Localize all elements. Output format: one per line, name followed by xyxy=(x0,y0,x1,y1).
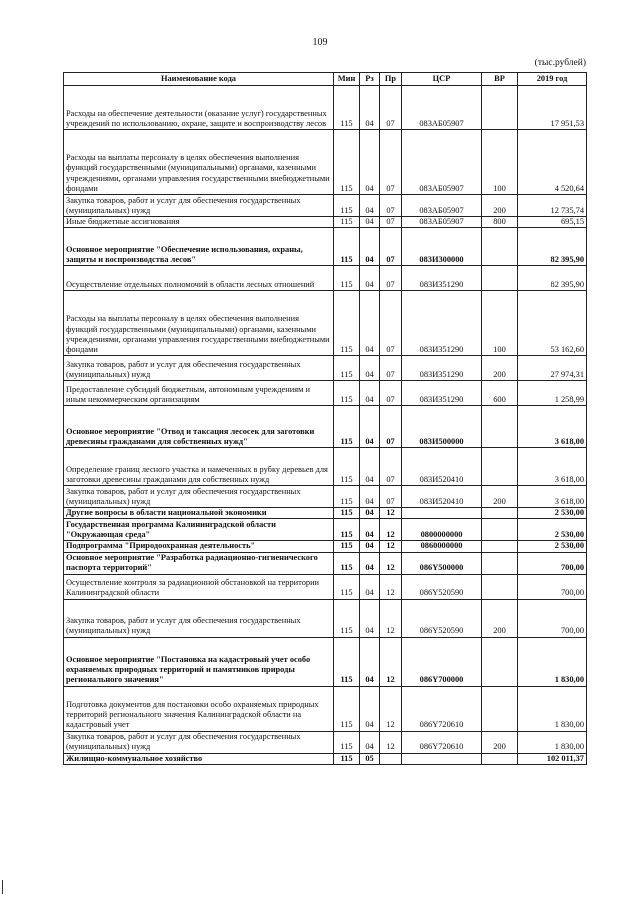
table-row xyxy=(64,519,587,541)
cell-csr: 083И520410 xyxy=(402,486,482,508)
cell-vr xyxy=(482,541,518,552)
cell-name: Государственная программа Калининградской области "Окружающая среда" xyxy=(64,519,334,541)
table-row xyxy=(64,599,587,637)
cell-amount: 1 830,00 xyxy=(518,686,587,731)
table-row xyxy=(64,291,587,356)
cell-rz: 04 xyxy=(360,486,380,508)
table-header-row xyxy=(64,73,587,86)
cell-csr: 0800000000 xyxy=(402,519,482,541)
table-row xyxy=(64,508,587,519)
cell-min: 115 xyxy=(334,686,360,731)
cell-amount: 17 951,53 xyxy=(518,86,587,130)
cell-vr: 100 xyxy=(482,130,518,195)
cell-name: Другие вопросы в области национальной экономики xyxy=(64,508,334,519)
cell-min: 115 xyxy=(334,130,360,195)
cell-pr: 12 xyxy=(380,552,402,574)
header-year: 2019 год xyxy=(518,73,587,86)
cell-name: Закупка товаров, работ и услуг для обеспечения государственных (муниципальных) нужд xyxy=(64,599,334,637)
table-row xyxy=(64,356,587,381)
cell-name: Осуществление контроля за радиационной обстановкой на территории Калининградской области xyxy=(64,574,334,599)
cell-amount: 695,15 xyxy=(518,217,587,228)
cell-vr: 800 xyxy=(482,217,518,228)
cell-pr: 07 xyxy=(380,195,402,217)
cell-amount: 27 974,31 xyxy=(518,356,587,381)
cell-min: 115 xyxy=(334,541,360,552)
table-row xyxy=(64,637,587,686)
cell-amount: 3 618,00 xyxy=(518,486,587,508)
cell-csr: 083И300000 xyxy=(402,228,482,266)
cell-vr: 100 xyxy=(482,291,518,356)
cell-pr: 12 xyxy=(380,508,402,519)
cell-amount: 82 395,90 xyxy=(518,228,587,266)
table-row xyxy=(64,228,587,266)
cell-pr: 07 xyxy=(380,217,402,228)
cell-min: 115 xyxy=(334,406,360,448)
cell-csr: 083И351290 xyxy=(402,356,482,381)
cell-min: 115 xyxy=(334,574,360,599)
cell-rz: 04 xyxy=(360,130,380,195)
page-number: 109 xyxy=(312,37,328,48)
cell-vr xyxy=(482,519,518,541)
cell-min: 115 xyxy=(334,291,360,356)
cell-rz: 04 xyxy=(360,686,380,731)
cell-rz: 04 xyxy=(360,541,380,552)
table-row xyxy=(64,753,587,764)
cell-vr: 600 xyxy=(482,381,518,406)
cell-name: Расходы на обеспечение деятельности (оказание услуг) государственных учреждений по использованию, охране, защите и воспроизводству лесов xyxy=(64,86,334,130)
cell-pr: 12 xyxy=(380,599,402,637)
cell-vr xyxy=(482,508,518,519)
table-row xyxy=(64,574,587,599)
cell-min: 115 xyxy=(334,599,360,637)
cell-csr xyxy=(402,508,482,519)
header-name: Наименование кода xyxy=(64,73,334,86)
cell-min: 115 xyxy=(334,266,360,291)
table-body xyxy=(64,86,587,765)
header-rz: Рз xyxy=(360,73,380,86)
cell-rz: 04 xyxy=(360,508,380,519)
cell-csr: 083И351290 xyxy=(402,381,482,406)
cell-pr: 12 xyxy=(380,731,402,753)
margin-mark xyxy=(2,880,3,894)
cell-pr: 12 xyxy=(380,686,402,731)
cell-csr: 086Y520590 xyxy=(402,574,482,599)
cell-amount: 700,00 xyxy=(518,552,587,574)
cell-name: Жилищно-коммунальное хозяйство xyxy=(64,753,334,764)
table-row xyxy=(64,195,587,217)
cell-amount: 2 530,00 xyxy=(518,541,587,552)
cell-min: 115 xyxy=(334,552,360,574)
cell-amount: 1 258,99 xyxy=(518,381,587,406)
table-row xyxy=(64,686,587,731)
cell-name: Основное мероприятие "Разработка радиационно-гигиенического паспорта территорий" xyxy=(64,552,334,574)
table-row xyxy=(64,217,587,228)
cell-vr xyxy=(482,406,518,448)
cell-rz: 04 xyxy=(360,217,380,228)
cell-vr: 200 xyxy=(482,486,518,508)
cell-min: 115 xyxy=(334,637,360,686)
cell-rz: 04 xyxy=(360,86,380,130)
cell-amount: 3 618,00 xyxy=(518,448,587,486)
cell-rz: 04 xyxy=(360,731,380,753)
cell-csr: 083АБ05907 xyxy=(402,217,482,228)
cell-amount: 12 735,74 xyxy=(518,195,587,217)
cell-pr: 12 xyxy=(380,637,402,686)
cell-csr: 083АБ05907 xyxy=(402,195,482,217)
cell-name: Основное мероприятие "Обеспечение использования, охраны, защиты и воспроизводства лесов" xyxy=(64,228,334,266)
cell-amount: 2 530,00 xyxy=(518,519,587,541)
header-csr: ЦСР xyxy=(402,73,482,86)
cell-vr xyxy=(482,448,518,486)
cell-csr: 086Y720610 xyxy=(402,731,482,753)
cell-min: 115 xyxy=(334,356,360,381)
cell-amount: 102 011,37 xyxy=(518,753,587,764)
cell-csr: 086Y520590 xyxy=(402,599,482,637)
header-vr: ВР xyxy=(482,73,518,86)
cell-rz: 04 xyxy=(360,228,380,266)
cell-csr: 086Y500000 xyxy=(402,552,482,574)
cell-rz: 04 xyxy=(360,574,380,599)
cell-rz: 04 xyxy=(360,381,380,406)
cell-csr xyxy=(402,753,482,764)
cell-pr: 07 xyxy=(380,266,402,291)
cell-csr: 0860000000 xyxy=(402,541,482,552)
cell-rz: 04 xyxy=(360,195,380,217)
cell-pr: 07 xyxy=(380,228,402,266)
cell-rz: 04 xyxy=(360,448,380,486)
cell-csr: 083АБ05907 xyxy=(402,130,482,195)
cell-vr: 200 xyxy=(482,356,518,381)
table-row xyxy=(64,448,587,486)
cell-name: Определение границ лесного участка и намеченных в рубку деревьев для заготовки древесины гражданами для собственных нужд xyxy=(64,448,334,486)
cell-rz: 04 xyxy=(360,266,380,291)
cell-min: 115 xyxy=(334,448,360,486)
cell-vr xyxy=(482,228,518,266)
units-label: (тыс.рублей) xyxy=(534,58,586,68)
cell-vr xyxy=(482,637,518,686)
cell-pr: 12 xyxy=(380,574,402,599)
cell-min: 115 xyxy=(334,381,360,406)
cell-rz: 05 xyxy=(360,753,380,764)
cell-pr: 07 xyxy=(380,291,402,356)
table-row xyxy=(64,86,587,130)
cell-name: Расходы на выплаты персоналу в целях обеспечения выполнения функций государственными (муниципальными) органами, казенными учреждениями, органами управления государственными внебюджетными фондами xyxy=(64,130,334,195)
cell-name: Иные бюджетные ассигнования xyxy=(64,217,334,228)
cell-csr: 083И520410 xyxy=(402,448,482,486)
cell-min: 115 xyxy=(334,731,360,753)
cell-rz: 04 xyxy=(360,599,380,637)
cell-amount: 4 520,64 xyxy=(518,130,587,195)
cell-rz: 04 xyxy=(360,291,380,356)
cell-csr: 086Y720610 xyxy=(402,686,482,731)
cell-amount: 82 395,90 xyxy=(518,266,587,291)
table-row xyxy=(64,486,587,508)
table-row xyxy=(64,552,587,574)
cell-min: 115 xyxy=(334,486,360,508)
table-row xyxy=(64,731,587,753)
cell-rz: 04 xyxy=(360,356,380,381)
cell-vr xyxy=(482,86,518,130)
cell-min: 115 xyxy=(334,228,360,266)
cell-name: Закупка товаров, работ и услуг для обеспечения государственных (муниципальных) нужд xyxy=(64,356,334,381)
header-pr: Пр xyxy=(380,73,402,86)
table-row xyxy=(64,406,587,448)
cell-amount: 700,00 xyxy=(518,574,587,599)
cell-csr: 083И351290 xyxy=(402,266,482,291)
cell-rz: 04 xyxy=(360,406,380,448)
cell-vr xyxy=(482,552,518,574)
cell-min: 115 xyxy=(334,86,360,130)
cell-pr: 07 xyxy=(380,86,402,130)
budget-table xyxy=(63,72,587,765)
cell-pr xyxy=(380,753,402,764)
cell-name: Закупка товаров, работ и услуг для обеспечения государственных (муниципальных) нужд xyxy=(64,486,334,508)
cell-vr xyxy=(482,266,518,291)
cell-pr: 12 xyxy=(380,519,402,541)
cell-amount: 1 830,00 xyxy=(518,731,587,753)
cell-rz: 04 xyxy=(360,637,380,686)
cell-amount: 1 830,00 xyxy=(518,637,587,686)
cell-name: Подготовка документов для постановки особо охраняемых природных территорий регионального значения Калининградской области на кадастровый учет xyxy=(64,686,334,731)
cell-vr: 200 xyxy=(482,731,518,753)
cell-rz: 04 xyxy=(360,552,380,574)
cell-min: 115 xyxy=(334,519,360,541)
cell-vr xyxy=(482,574,518,599)
cell-vr xyxy=(482,686,518,731)
cell-min: 115 xyxy=(334,195,360,217)
cell-csr: 083И351290 xyxy=(402,291,482,356)
cell-name: Основное мероприятие "Постановка на кадастровый учет особо охраняемых природных территорий и памятников природы регионального значения" xyxy=(64,637,334,686)
cell-min: 115 xyxy=(334,508,360,519)
table-row xyxy=(64,541,587,552)
cell-amount: 53 162,60 xyxy=(518,291,587,356)
cell-pr: 07 xyxy=(380,356,402,381)
cell-pr: 07 xyxy=(380,130,402,195)
cell-pr: 07 xyxy=(380,406,402,448)
cell-pr: 07 xyxy=(380,486,402,508)
cell-name: Основное мероприятие "Отвод и таксация лесосек для заготовки древесины гражданами для собственных нужд" xyxy=(64,406,334,448)
cell-amount: 3 618,00 xyxy=(518,406,587,448)
cell-vr: 200 xyxy=(482,195,518,217)
cell-amount: 2 530,00 xyxy=(518,508,587,519)
cell-name: Закупка товаров, работ и услуг для обеспечения государственных (муниципальных) нужд xyxy=(64,195,334,217)
cell-vr: 200 xyxy=(482,599,518,637)
cell-vr xyxy=(482,753,518,764)
cell-name: Закупка товаров, работ и услуг для обеспечения государственных (муниципальных) нужд xyxy=(64,731,334,753)
cell-name: Осуществление отдельных полномочий в области лесных отношений xyxy=(64,266,334,291)
cell-name: Расходы на выплаты персоналу в целях обеспечения выполнения функций государственными (муниципальными) органами, казенными учреждениями, органами управления государственными внебюджетными фондами xyxy=(64,291,334,356)
cell-name: Предоставление субсидий бюджетным, автономным учреждениям и иным некоммерческим организациям xyxy=(64,381,334,406)
cell-amount: 700,00 xyxy=(518,599,587,637)
cell-pr: 07 xyxy=(380,448,402,486)
header-min: Мин xyxy=(334,73,360,86)
cell-csr: 083И500000 xyxy=(402,406,482,448)
cell-pr: 12 xyxy=(380,541,402,552)
cell-name: Подпрограмма "Природоохранная деятельность" xyxy=(64,541,334,552)
table-row xyxy=(64,266,587,291)
table-row xyxy=(64,381,587,406)
cell-min: 115 xyxy=(334,217,360,228)
cell-csr: 083АБ05907 xyxy=(402,86,482,130)
cell-rz: 04 xyxy=(360,519,380,541)
cell-min: 115 xyxy=(334,753,360,764)
table-row xyxy=(64,130,587,195)
cell-csr: 086Y700000 xyxy=(402,637,482,686)
cell-pr: 07 xyxy=(380,381,402,406)
